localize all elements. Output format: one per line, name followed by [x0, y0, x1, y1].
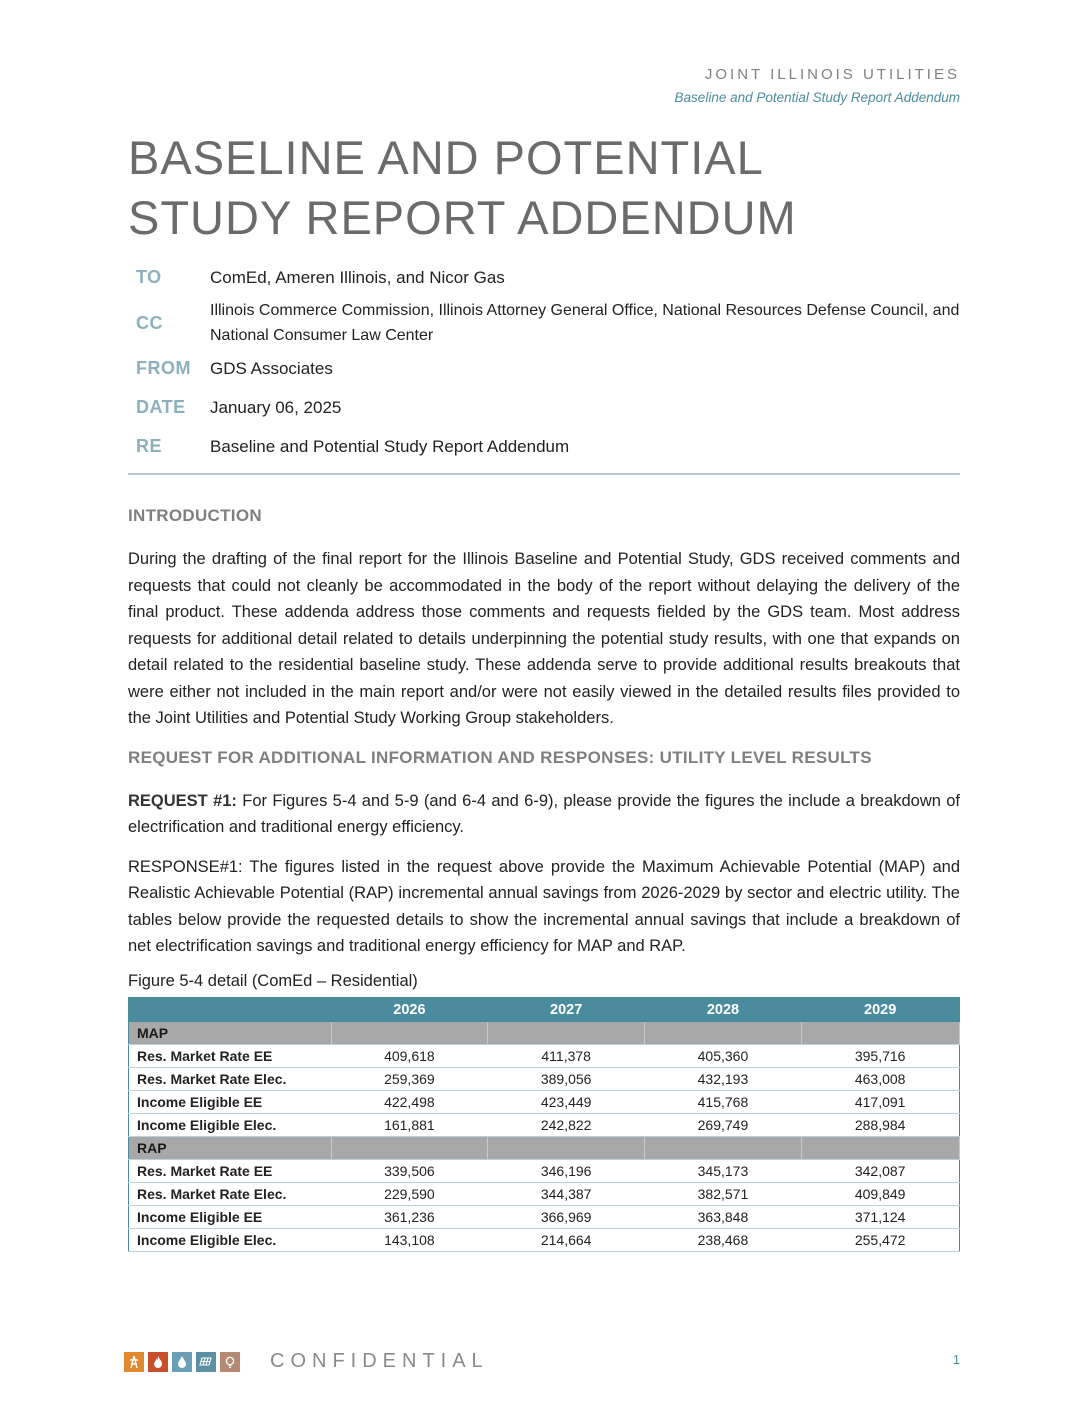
- cell-value: 363,848: [645, 1205, 802, 1228]
- cell-value: 382,571: [645, 1182, 802, 1205]
- table-section-row: [129, 1136, 960, 1159]
- cell-value: 409,618: [331, 1044, 488, 1067]
- cell-value: 161,881: [331, 1113, 488, 1136]
- request-label: REQUEST #1:: [128, 791, 237, 810]
- savings-table: [128, 997, 960, 1252]
- power-tower-icon: [124, 1352, 144, 1372]
- header-subtitle: Baseline and Potential Study Report Addendum: [674, 90, 960, 105]
- water-drop-icon: [172, 1352, 192, 1372]
- table-row: [129, 1044, 960, 1067]
- figure-caption: Figure 5-4 detail (ComEd – Residential): [128, 971, 418, 990]
- memo-to-value: ComEd, Ameren Illinois, and Nicor Gas: [210, 268, 505, 287]
- cell-value: 366,969: [488, 1205, 645, 1228]
- document-title: [128, 128, 968, 248]
- table-header-row: [129, 997, 960, 1022]
- map-section-label: MAP: [129, 1022, 332, 1045]
- cell-value: 422,498: [331, 1090, 488, 1113]
- cell-value: 371,124: [801, 1205, 959, 1228]
- cell-value: 345,173: [645, 1159, 802, 1182]
- memo-from-value: GDS Associates: [210, 359, 333, 378]
- table-header-year: 2027: [488, 997, 645, 1022]
- request-paragraph: [128, 788, 960, 841]
- confidential-label: CONFIDENTIAL: [270, 1350, 489, 1372]
- memo-re-label: RE: [136, 436, 163, 456]
- rap-section-label: RAP: [129, 1136, 332, 1159]
- table-header-year: 2028: [645, 997, 802, 1022]
- page-number: 1: [952, 1352, 960, 1367]
- cell-value: 432,193: [645, 1067, 802, 1090]
- memo-cc-value: Illinois Commerce Commission, Illinois Attorney General Office, National Resources Defense Council, and National Consumer Law Center: [210, 302, 960, 344]
- cell-value: 463,008: [801, 1067, 959, 1090]
- main-content: [128, 506, 960, 1252]
- row-label: Income Eligible EE: [129, 1205, 332, 1228]
- cell-value: 389,056: [488, 1067, 645, 1090]
- cell-value: 229,590: [331, 1182, 488, 1205]
- memo-cc-label: CC: [136, 312, 163, 333]
- flame-icon: [148, 1352, 168, 1372]
- cell-value: 238,468: [645, 1228, 802, 1251]
- row-label: Res. Market Rate EE: [129, 1159, 332, 1182]
- memo-date-value: January 06, 2025: [210, 398, 342, 417]
- organization-name: JOINT ILLINOIS UTILITIES: [704, 66, 960, 83]
- table-row: [129, 1067, 960, 1090]
- row-label: Res. Market Rate Elec.: [129, 1067, 332, 1090]
- cell-value: 242,822: [488, 1113, 645, 1136]
- table-header-year: 2026: [331, 997, 488, 1022]
- request-text: For Figures 5-4 and 5-9 (and 6-4 and 6-9), please provide the figures the include a breakdown of electrification and traditional energy efficiency.: [128, 791, 961, 836]
- memo-to-label: TO: [136, 267, 162, 287]
- cell-value: 214,664: [488, 1228, 645, 1251]
- cell-value: 423,449: [488, 1090, 645, 1113]
- memo-re-row: [128, 434, 960, 459]
- table-row: [129, 1228, 960, 1251]
- cell-value: 415,768: [645, 1090, 802, 1113]
- memo-cc-row: [128, 298, 960, 348]
- cell-value: 346,196: [488, 1159, 645, 1182]
- table-row: [129, 1205, 960, 1228]
- cell-value: 339,506: [331, 1159, 488, 1182]
- row-label: Income Eligible Elec.: [129, 1228, 332, 1251]
- row-label: Income Eligible EE: [129, 1090, 332, 1113]
- memo-from-label: FROM: [136, 358, 191, 378]
- cell-value: 342,087: [801, 1159, 959, 1182]
- cell-value: 259,369: [331, 1067, 488, 1090]
- table-header-year: 2029: [801, 997, 959, 1022]
- cell-value: 411,378: [488, 1044, 645, 1067]
- introduction-paragraph: During the drafting of the final report for the Illinois Baseline and Potential Study, GDS received comments and requests that could not cleanly be accommodated in the body of the report without delaying the delivery of the final product. These addenda address those comments and requests fielded by the GDS team. Most address requests for additional detail related to details underpinning the potential study results, with one that expands on detail related to the residential baseline study. These addenda serve to provide additional results breakouts that were either not included in the main report and/or were not easily viewed in the detailed results files provided to the Joint Utilities and Potential Study Working Group stakeholders.: [128, 550, 960, 727]
- lightbulb-icon: [220, 1352, 240, 1372]
- solar-panel-icon: [196, 1352, 216, 1372]
- cell-value: 255,472: [801, 1228, 959, 1251]
- table-header-blank: [129, 997, 332, 1022]
- table-row: [129, 1090, 960, 1113]
- cell-value: 288,984: [801, 1113, 959, 1136]
- introduction-heading: INTRODUCTION: [128, 506, 262, 525]
- cell-value: 361,236: [331, 1205, 488, 1228]
- title-line-2: STUDY REPORT ADDENDUM: [128, 191, 797, 244]
- memo-block: [128, 265, 960, 475]
- cell-value: 269,749: [645, 1113, 802, 1136]
- table-row: [129, 1113, 960, 1136]
- row-label: Income Eligible Elec.: [129, 1113, 332, 1136]
- cell-value: 344,387: [488, 1182, 645, 1205]
- footer: [124, 1350, 489, 1373]
- memo-date-row: [128, 395, 960, 420]
- request-section-heading: REQUEST FOR ADDITIONAL INFORMATION AND RESPONSES: UTILITY LEVEL RESULTS: [128, 747, 872, 767]
- table-section-row: [129, 1022, 960, 1045]
- cell-value: 395,716: [801, 1044, 959, 1067]
- table-row: [129, 1159, 960, 1182]
- table-row: [129, 1182, 960, 1205]
- cell-value: 409,849: [801, 1182, 959, 1205]
- row-label: Res. Market Rate EE: [129, 1044, 332, 1067]
- cell-value: 417,091: [801, 1090, 959, 1113]
- cell-value: 405,360: [645, 1044, 802, 1067]
- memo-to-row: [128, 265, 960, 290]
- cell-value: 143,108: [331, 1228, 488, 1251]
- memo-re-value: Baseline and Potential Study Report Addendum: [210, 437, 570, 456]
- row-label: Res. Market Rate Elec.: [129, 1182, 332, 1205]
- title-line-1: BASELINE AND POTENTIAL: [128, 131, 764, 184]
- memo-date-label: DATE: [136, 397, 186, 417]
- response-paragraph: RESPONSE#1: The figures listed in the request above provide the Maximum Achievable Potential (MAP) and Realistic Achievable Potential (RAP) incremental annual savings from 2026-2029 by sector and electric utility. The tables below provide the requested details to show the incremental annual savings that include a breakdown of net electrification savings and traditional energy efficiency for MAP and RAP.: [128, 857, 960, 955]
- memo-from-row: [128, 356, 960, 381]
